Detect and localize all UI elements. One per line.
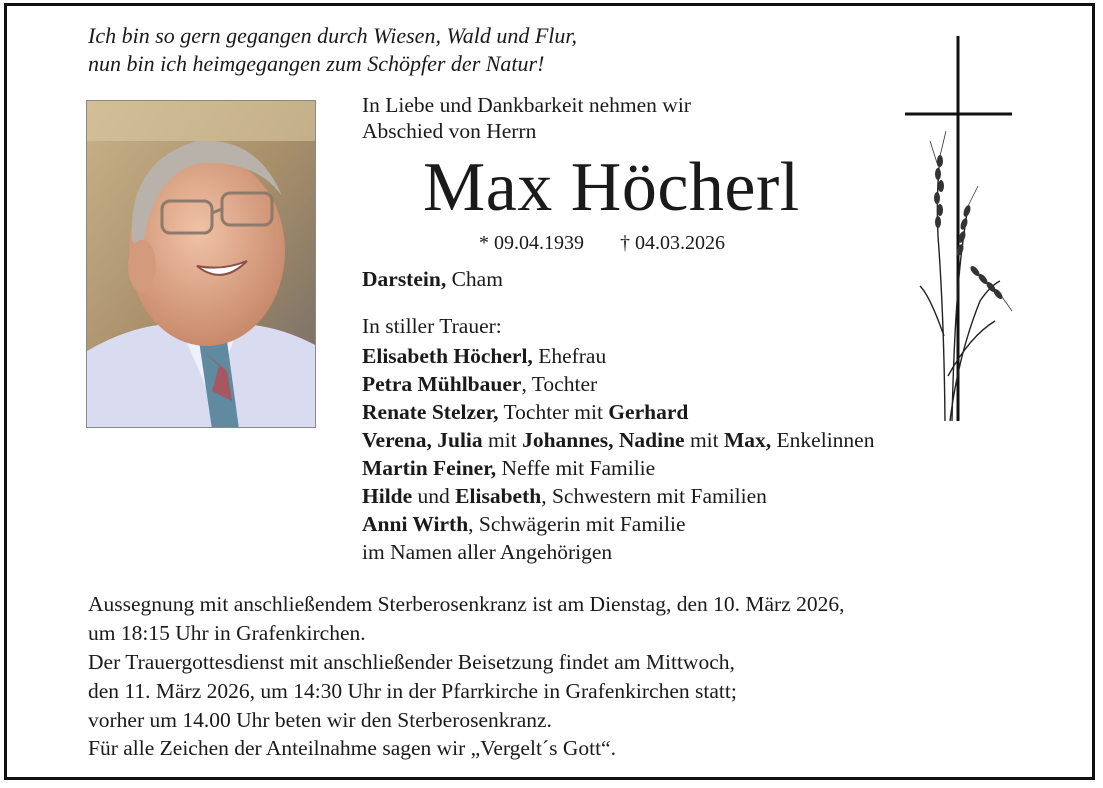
motto xyxy=(88,22,577,78)
portrait-photo-icon xyxy=(87,101,316,428)
mourner-name: Verena, Julia xyxy=(362,428,483,452)
residence-town: Cham xyxy=(446,267,503,291)
service-line: vorher um 14.00 Uhr beten wir den Sterberosenkranz. xyxy=(88,708,552,732)
mourner-line xyxy=(362,398,874,426)
mourner-line xyxy=(362,426,874,454)
mourner-name: Martin Feiner, xyxy=(362,456,497,480)
mourner-name: Elisabeth Höcherl, xyxy=(362,344,533,368)
life-dates xyxy=(479,231,725,255)
mourner-line xyxy=(362,538,874,566)
service-info xyxy=(88,590,845,735)
mourner-line xyxy=(362,342,874,370)
mourner-relation: , Schwestern mit Familien xyxy=(541,484,767,508)
service-line: den 11. März 2026, um 14:30 Uhr in der Pfarrkirche in Grafenkirchen statt; xyxy=(88,679,737,703)
portrait-photo xyxy=(86,100,316,428)
cross-with-wheat-icon xyxy=(900,36,1015,421)
motto-line: Ich bin so gern gegangen durch Wiesen, Wald und Flur, xyxy=(88,23,578,48)
mourner-name: Renate Stelzer, xyxy=(362,400,499,424)
mourner-name: Max, xyxy=(724,428,772,452)
mourner-name: Johannes, Nadine xyxy=(522,428,685,452)
intro-line: In Liebe und Dankbarkeit nehmen wir xyxy=(362,93,691,117)
mourner-name: Petra Mühlbauer xyxy=(362,372,522,396)
mourner-name: Gerhard xyxy=(608,400,689,424)
service-line: Aussegnung mit anschließendem Sterberosenkranz ist am Dienstag, den 10. März 2026, xyxy=(88,592,845,616)
mourner-relation: Neffe mit Familie xyxy=(496,456,656,480)
death-date: † 04.03.2026 xyxy=(620,232,725,254)
mourning-heading: In stiller Trauer: xyxy=(362,314,502,338)
mourner-relation: und xyxy=(412,484,456,508)
mourner-relation: , Schwägerin mit Familie xyxy=(468,512,686,536)
mourners-list xyxy=(362,312,874,566)
mourner-name: Elisabeth xyxy=(455,484,542,508)
mourner-relation: , Tochter xyxy=(521,372,598,396)
mourner-relation: Tochter mit xyxy=(498,400,609,424)
mourner-line xyxy=(362,482,874,510)
residence xyxy=(362,266,503,292)
mourner-relation: im Namen aller Angehörigen xyxy=(362,540,613,564)
deceased-name: Max Höcherl xyxy=(423,149,800,226)
mourner-relation: mit xyxy=(482,428,523,452)
service-line: Der Trauergottesdienst mit anschließender Beisetzung findet am Mittwoch, xyxy=(88,650,735,674)
mourner-line xyxy=(362,454,874,482)
motto-line: nun bin ich heimgegangen zum Schöpfer der Natur! xyxy=(88,51,545,76)
mourner-relation: mit xyxy=(684,428,724,452)
mourner-line xyxy=(362,370,874,398)
mourner-name: Hilde xyxy=(362,484,413,508)
mourner-name: Anni Wirth xyxy=(362,512,469,536)
thanks-line: Für alle Zeichen der Anteilnahme sagen wir „Vergelt´s Gott“. xyxy=(88,736,616,760)
residence-village: Darstein, xyxy=(362,267,447,291)
service-line: um 18:15 Uhr in Grafenkirchen. xyxy=(88,621,366,645)
mourner-relation: Ehefrau xyxy=(532,344,607,368)
mourner-line xyxy=(362,510,874,538)
mourner-relation: Enkelinnen xyxy=(771,428,875,452)
intro-line: Abschied von Herrn xyxy=(362,119,537,143)
intro-text xyxy=(362,92,691,144)
birth-date: * 09.04.1939 xyxy=(479,232,584,254)
